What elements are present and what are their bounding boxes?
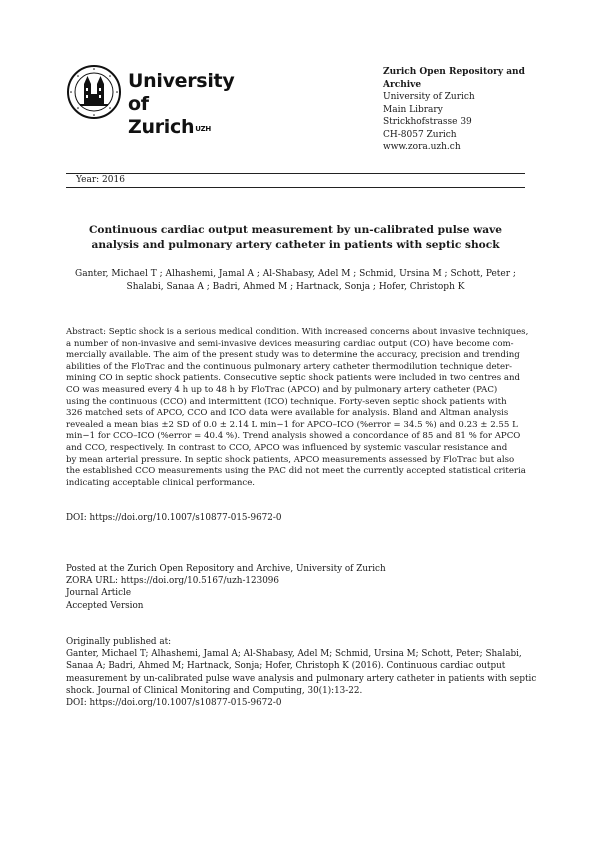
repository-name-line2: Archive: [383, 79, 422, 90]
year-bottom-rule: [66, 187, 525, 188]
document-type: Journal Article: [66, 588, 132, 599]
wordmark-zurich: Zurich: [128, 116, 195, 138]
university-seal-icon: [66, 64, 122, 120]
wordmark-uzh: UZH: [195, 125, 211, 133]
doi-section: [66, 512, 281, 524]
abstract: [66, 327, 527, 489]
wordmark-line1: University of: [128, 70, 235, 115]
citation-line: Sanaa A; Badri, Ahmed M; Hartnack, Sonja; Hofer, Christoph K (2016). Continuous cardiac output: [66, 661, 506, 672]
version-type: Accepted Version: [66, 600, 144, 611]
citation-line: shock. Journal of Clinical Monitoring and Computing, 30(1):13-22.: [66, 685, 363, 696]
abstract-line: Abstract: Septic shock is a serious medical condition. With increased concerns about invasive techniques,: [66, 327, 529, 337]
citation-line: measurement by un-calibrated pulse wave analysis and pulmonary artery catheter in patients with septic: [66, 673, 537, 684]
repository-city: CH-8057 Zurich: [383, 129, 457, 140]
abstract-line: abilities of the FloTrac and the continuous pulmonary artery catheter thermodilution technique deter-: [66, 361, 513, 372]
posted-line: Posted at the Zurich Open Repository and Archive, University of Zurich: [66, 564, 386, 574]
abstract-line: CO was measured every 4 h up to 48 h by FloTrac (APCO) and by pulmonary artery catheter (PAC): [66, 384, 498, 395]
abstract-line: using the continuous (CCO) and intermittent (ICO) technique. Forty-seven septic shock patients with: [66, 396, 507, 407]
posted-section: [66, 563, 386, 612]
originally-published-section: [66, 636, 537, 709]
repository-library: Main Library: [383, 104, 443, 115]
wordmark-line2: [128, 116, 256, 139]
article-title: [66, 223, 525, 253]
abstract-line: 326 matched sets of APCO, CCO and ICO data were available for analysis. Bland and Altman analysis: [66, 408, 509, 419]
publication-year: Year: 2016: [76, 175, 125, 185]
citation-line: Ganter, Michael T; Alhashemi, Jamal A; Al-Shabasy, Adel M; Schmid, Ursina M; Schott, Peter; Shalabi,: [66, 649, 522, 660]
repository-address: [383, 66, 543, 154]
repository-university: University of Zurich: [383, 92, 475, 102]
author-line: Ganter, Michael T ; Alhashemi, Jamal A ; Al-Shabasy, Adel M ; Schmid, Ursina M ; Schott, Peter ;: [75, 269, 516, 279]
abstract-line: revealed a mean bias ±2 SD of 0.0 ± 2.14 L min−1 for APCO–ICO (%error = 34.5 %) and 0.23 ± 2.55 L: [66, 419, 518, 430]
author-line: Shalabi, Sanaa A ; Badri, Ahmed M ; Hartnack, Sonja ; Hofer, Christoph K: [126, 282, 465, 292]
title-line: analysis and pulmonary artery catheter in patients with septic shock: [91, 239, 500, 251]
abstract-line: the established CCO measurements using the PAC did not meet the currently accepted statistical criteria: [66, 466, 526, 477]
abstract-line: mercially available. The aim of the present study was to determine the accuracy, precision and trending: [66, 350, 520, 361]
university-wordmark: [128, 70, 256, 139]
repository-street: Strickhofstrasse 39: [383, 117, 472, 127]
year-top-rule: [66, 173, 525, 174]
originally-heading: Originally published at:: [66, 637, 172, 647]
university-logo: [66, 64, 256, 138]
abstract-line: mining CO in septic shock patients. Consecutive septic shock patients were included in two centres and: [66, 373, 521, 384]
doi-link[interactable]: DOI: https://doi.org/10.1007/s10877-015-9672-0: [66, 513, 282, 523]
abstract-line: by mean arterial pressure. In septic shock patients, APCO measurements assessed by FloTrac but also: [66, 454, 515, 465]
abstract-line: indicating acceptable clinical performance.: [66, 477, 256, 488]
author-list: [66, 268, 525, 294]
zora-url-link[interactable]: ZORA URL: https://doi.org/10.5167/uzh-123096: [66, 576, 280, 587]
citation-doi-link[interactable]: DOI: https://doi.org/10.1007/s10877-015-9672-0: [66, 698, 282, 709]
repository-name-line1: Zurich Open Repository and: [383, 67, 525, 77]
abstract-line: min−1 for CCO–ICO (%error = 40.4 %). Trend analysis showed a concordance of 85 and 81 % for APCO: [66, 431, 521, 442]
abstract-line: a number of non-invasive and semi-invasive devices measuring cardiac output (CO) have become com-: [66, 338, 514, 349]
abstract-line: and CCO, respectively. In contrast to CCO, APCO was influenced by systemic vascular resistance and: [66, 442, 508, 453]
title-line: Continuous cardiac output measurement by un-calibrated pulse wave: [88, 224, 503, 236]
repository-website[interactable]: www.zora.uzh.ch: [383, 142, 461, 152]
